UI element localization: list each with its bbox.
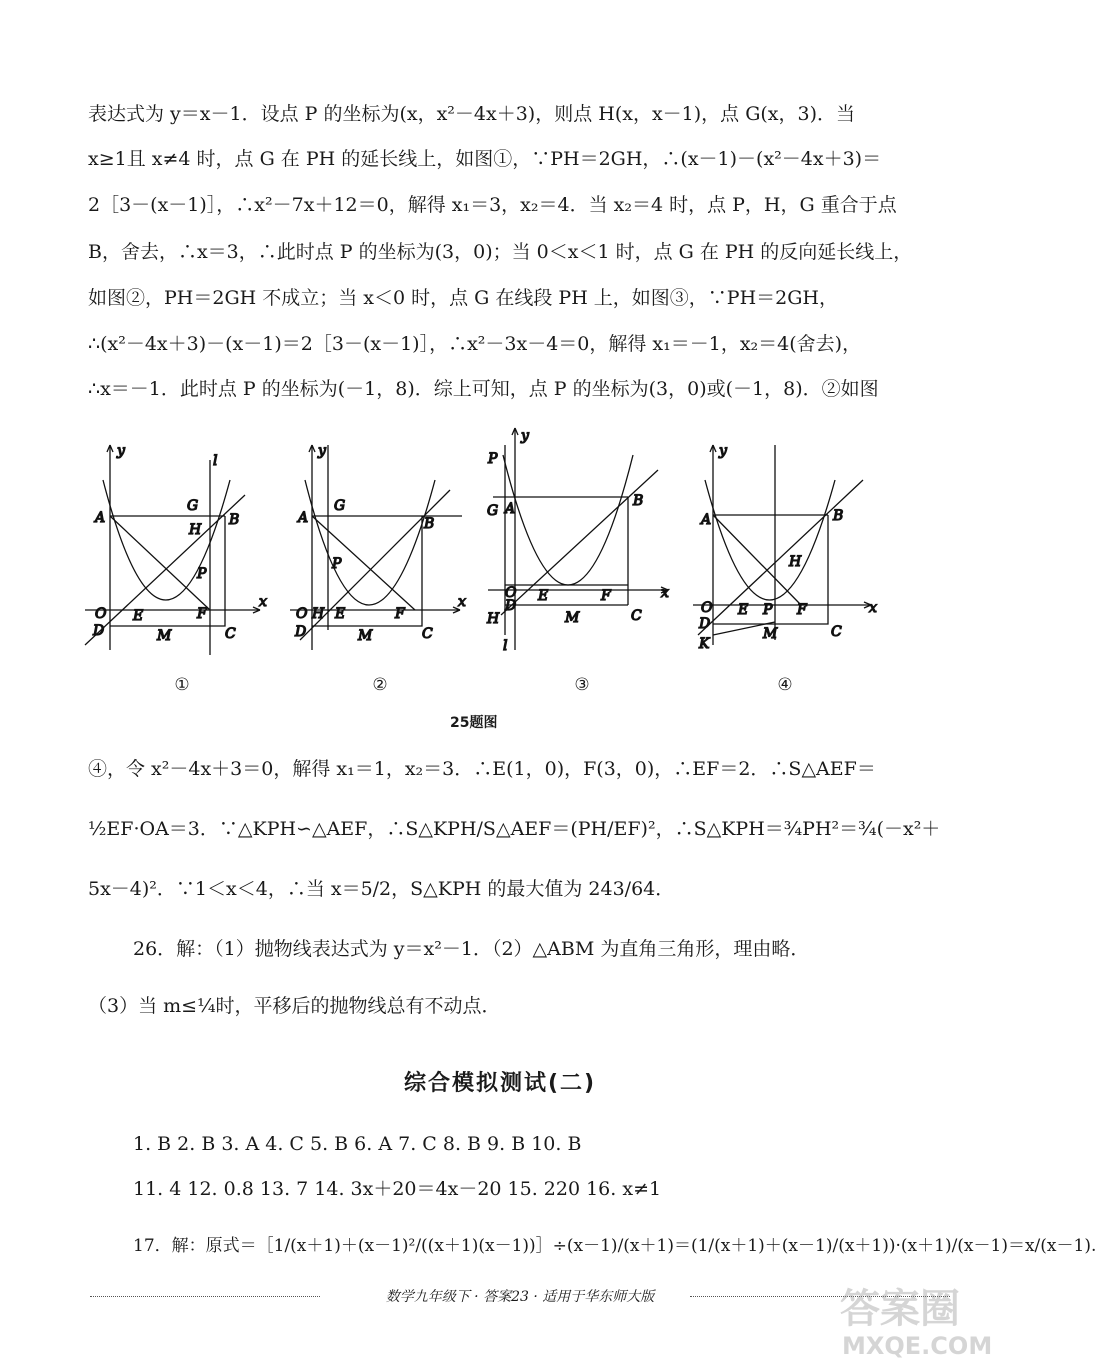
fig1-label-H: H — [189, 522, 202, 538]
fig2-label-B: B — [424, 516, 435, 532]
fig1-label-x: x — [259, 594, 267, 610]
fig2-label-E: E — [335, 606, 346, 622]
fig3-label-y: y — [521, 428, 529, 444]
fig4-label-B: B — [833, 508, 844, 524]
fig2-label-P: P — [332, 556, 342, 572]
part4-line-1: ④，令 x²－4x＋3＝0，解得 x₁＝1，x₂＝3．∴E(1，0)，F(3，0)，∴EF＝2．∴S△AEF＝ — [88, 758, 876, 780]
fig2-label-M: M — [358, 628, 373, 644]
fig3-label-E: E — [538, 588, 549, 604]
answers-line-1: 1. B 2. B 3. A 4. C 5. B 6. A 7. C 8. B 9. B 10. B — [133, 1133, 582, 1155]
fig4-label-P: P — [763, 602, 773, 618]
fig2-label-F: F — [395, 606, 405, 622]
fig3-label-G: G — [487, 503, 499, 519]
answers-line-2: 11. 4 12. 0.8 13. 7 14. 3x＋20＝4x－20 15. 220 16. x≠1 — [133, 1178, 662, 1200]
fig4-label-D: D — [699, 616, 711, 632]
watermark — [830, 1272, 993, 1362]
fig1-label-E: E — [133, 608, 144, 624]
figure-1 — [85, 440, 265, 664]
fig4-label-A: A — [701, 512, 712, 528]
footer — [90, 1286, 950, 1306]
watermark-logo: 答案圈 — [840, 1286, 960, 1332]
fig4-label-F: F — [797, 602, 807, 618]
fig1-label-C: C — [225, 626, 236, 642]
figure-label-3: ③ — [574, 675, 590, 695]
fig3-label-F: F — [601, 588, 611, 604]
fig1-label-y: y — [117, 443, 125, 459]
fig1-label-O: O — [95, 606, 107, 622]
fig3-label-P: P — [488, 451, 498, 467]
fig2-label-H: H — [312, 606, 325, 622]
figure-4 — [693, 440, 878, 659]
fig3-label-H: H — [487, 611, 500, 627]
fig2-label-G: G — [334, 498, 346, 514]
fig1-label-D: D — [93, 623, 105, 639]
text-line-6: ∴(x²－4x＋3)－(x－1)＝2［3－(x－1)］，∴x²－3x－4＝0，解得 x₁＝－1，x₂＝4(舍去)， — [88, 333, 862, 355]
part4-line-3: 5x－4)²．∵1＜x＜4，∴当 x＝5/2，S△KPH 的最大值为 243/64． — [88, 878, 675, 900]
fig3-label-C: C — [631, 608, 642, 624]
fig4-label-H: H — [789, 554, 802, 570]
text-line-4: B，舍去，∴x＝3，∴此时点 P 的坐标为(3，0)；当 0＜x＜1 时，点 G 在 PH 的反向延长线上， — [88, 241, 913, 263]
fig4-label-M: M — [763, 626, 778, 642]
fig3-label-O: O — [505, 585, 517, 601]
fig1-label-M: M — [157, 628, 172, 644]
watermark-url: MXQE.COM — [842, 1332, 993, 1360]
fig2-label-A: A — [298, 510, 309, 526]
q26-line-1: 26．解：（1）抛物线表达式为 y＝x²－1．（2）△ABM 为直角三角形，理由略． — [133, 938, 810, 960]
figure-label-2: ② — [372, 675, 388, 695]
figure-3 — [483, 425, 673, 664]
section-title: 综合模拟测试(二) — [403, 1071, 597, 1096]
fig4-label-O: O — [701, 600, 713, 616]
footer-text: 数学九年级下 · 答案23 · 适用于华东师大版 — [380, 1289, 661, 1305]
figure-label-1: ① — [174, 675, 190, 695]
fig4-label-x: x — [869, 600, 877, 616]
text-line-5: 如图②，PH＝2GH 不成立；当 x＜0 时，点 G 在线段 PH 上，如图③，∵PH＝2GH， — [88, 287, 838, 309]
fig1-label-G: G — [187, 498, 199, 514]
fig4-label-C: C — [831, 624, 842, 640]
fig1-label-F: F — [197, 606, 207, 622]
fig1-label-B: B — [229, 512, 240, 528]
fig3-label-B: B — [633, 493, 644, 509]
fig3-label-M: M — [565, 610, 580, 626]
text-line-7: ∴x＝－1．此时点 P 的坐标为(－1，8)．综上可知，点 P 的坐标为(3，0)或(－1，8)．②如图 — [88, 378, 879, 400]
fig2-label-x: x — [458, 594, 466, 610]
fig2-label-y: y — [318, 443, 326, 459]
footer-rule-left — [90, 1296, 320, 1297]
fig3-label-x: x — [661, 585, 669, 601]
fig4-label-K: K — [699, 636, 710, 652]
text-line-2: x≥1且 x≠4 时，点 G 在 PH 的延长线上，如图①，∵PH＝2GH，∴(x－1)－(x²－4x＋3)＝ — [88, 148, 882, 170]
part4-line-2: ½EF·OA＝3．∵△KPH∽△AEF，∴S△KPH/S△AEF＝(PH/EF)²，∴S△KPH＝¾PH²＝¾(－x²＋ — [88, 818, 941, 840]
fig3-label-l: l — [503, 638, 508, 654]
fig1-label-l: l — [213, 453, 218, 469]
text-line-1: 表达式为 y＝x－1．设点 P 的坐标为(x，x²－4x＋3)，则点 H(x，x－1)，点 G(x，3)．当 — [88, 103, 856, 125]
fig1-label-P: P — [197, 566, 207, 582]
figure-2 — [290, 440, 470, 664]
fig2-label-D: D — [295, 624, 307, 640]
fig4-label-E: E — [738, 602, 749, 618]
figure-label-4: ④ — [777, 675, 793, 695]
q26-line-2: （3）当 m≤¼时，平移后的抛物线总有不动点． — [88, 995, 501, 1017]
fig3-label-A: A — [505, 501, 516, 517]
figure-caption: 25题图 — [450, 715, 498, 731]
fig3-label-D: D — [505, 598, 517, 614]
fig1-label-A: A — [95, 510, 106, 526]
q17-line: 17．解：原式＝［1/(x＋1)＋(x－1)²/((x＋1)(x－1))］÷(x－1)/(x＋1)＝(1/(x＋1)＋(x－1)/(x＋1))·(x＋1)/(x－1)＝x/(x－1). — [133, 1236, 1096, 1256]
fig2-label-C: C — [422, 626, 433, 642]
text-line-3: 2［3－(x－1)］，∴x²－7x＋12＝0，解得 x₁＝3，x₂＝4．当 x₂＝4 时，点 P，H，G 重合于点 — [88, 194, 897, 216]
fig4-label-y: y — [719, 443, 727, 459]
fig2-label-O: O — [296, 606, 308, 622]
